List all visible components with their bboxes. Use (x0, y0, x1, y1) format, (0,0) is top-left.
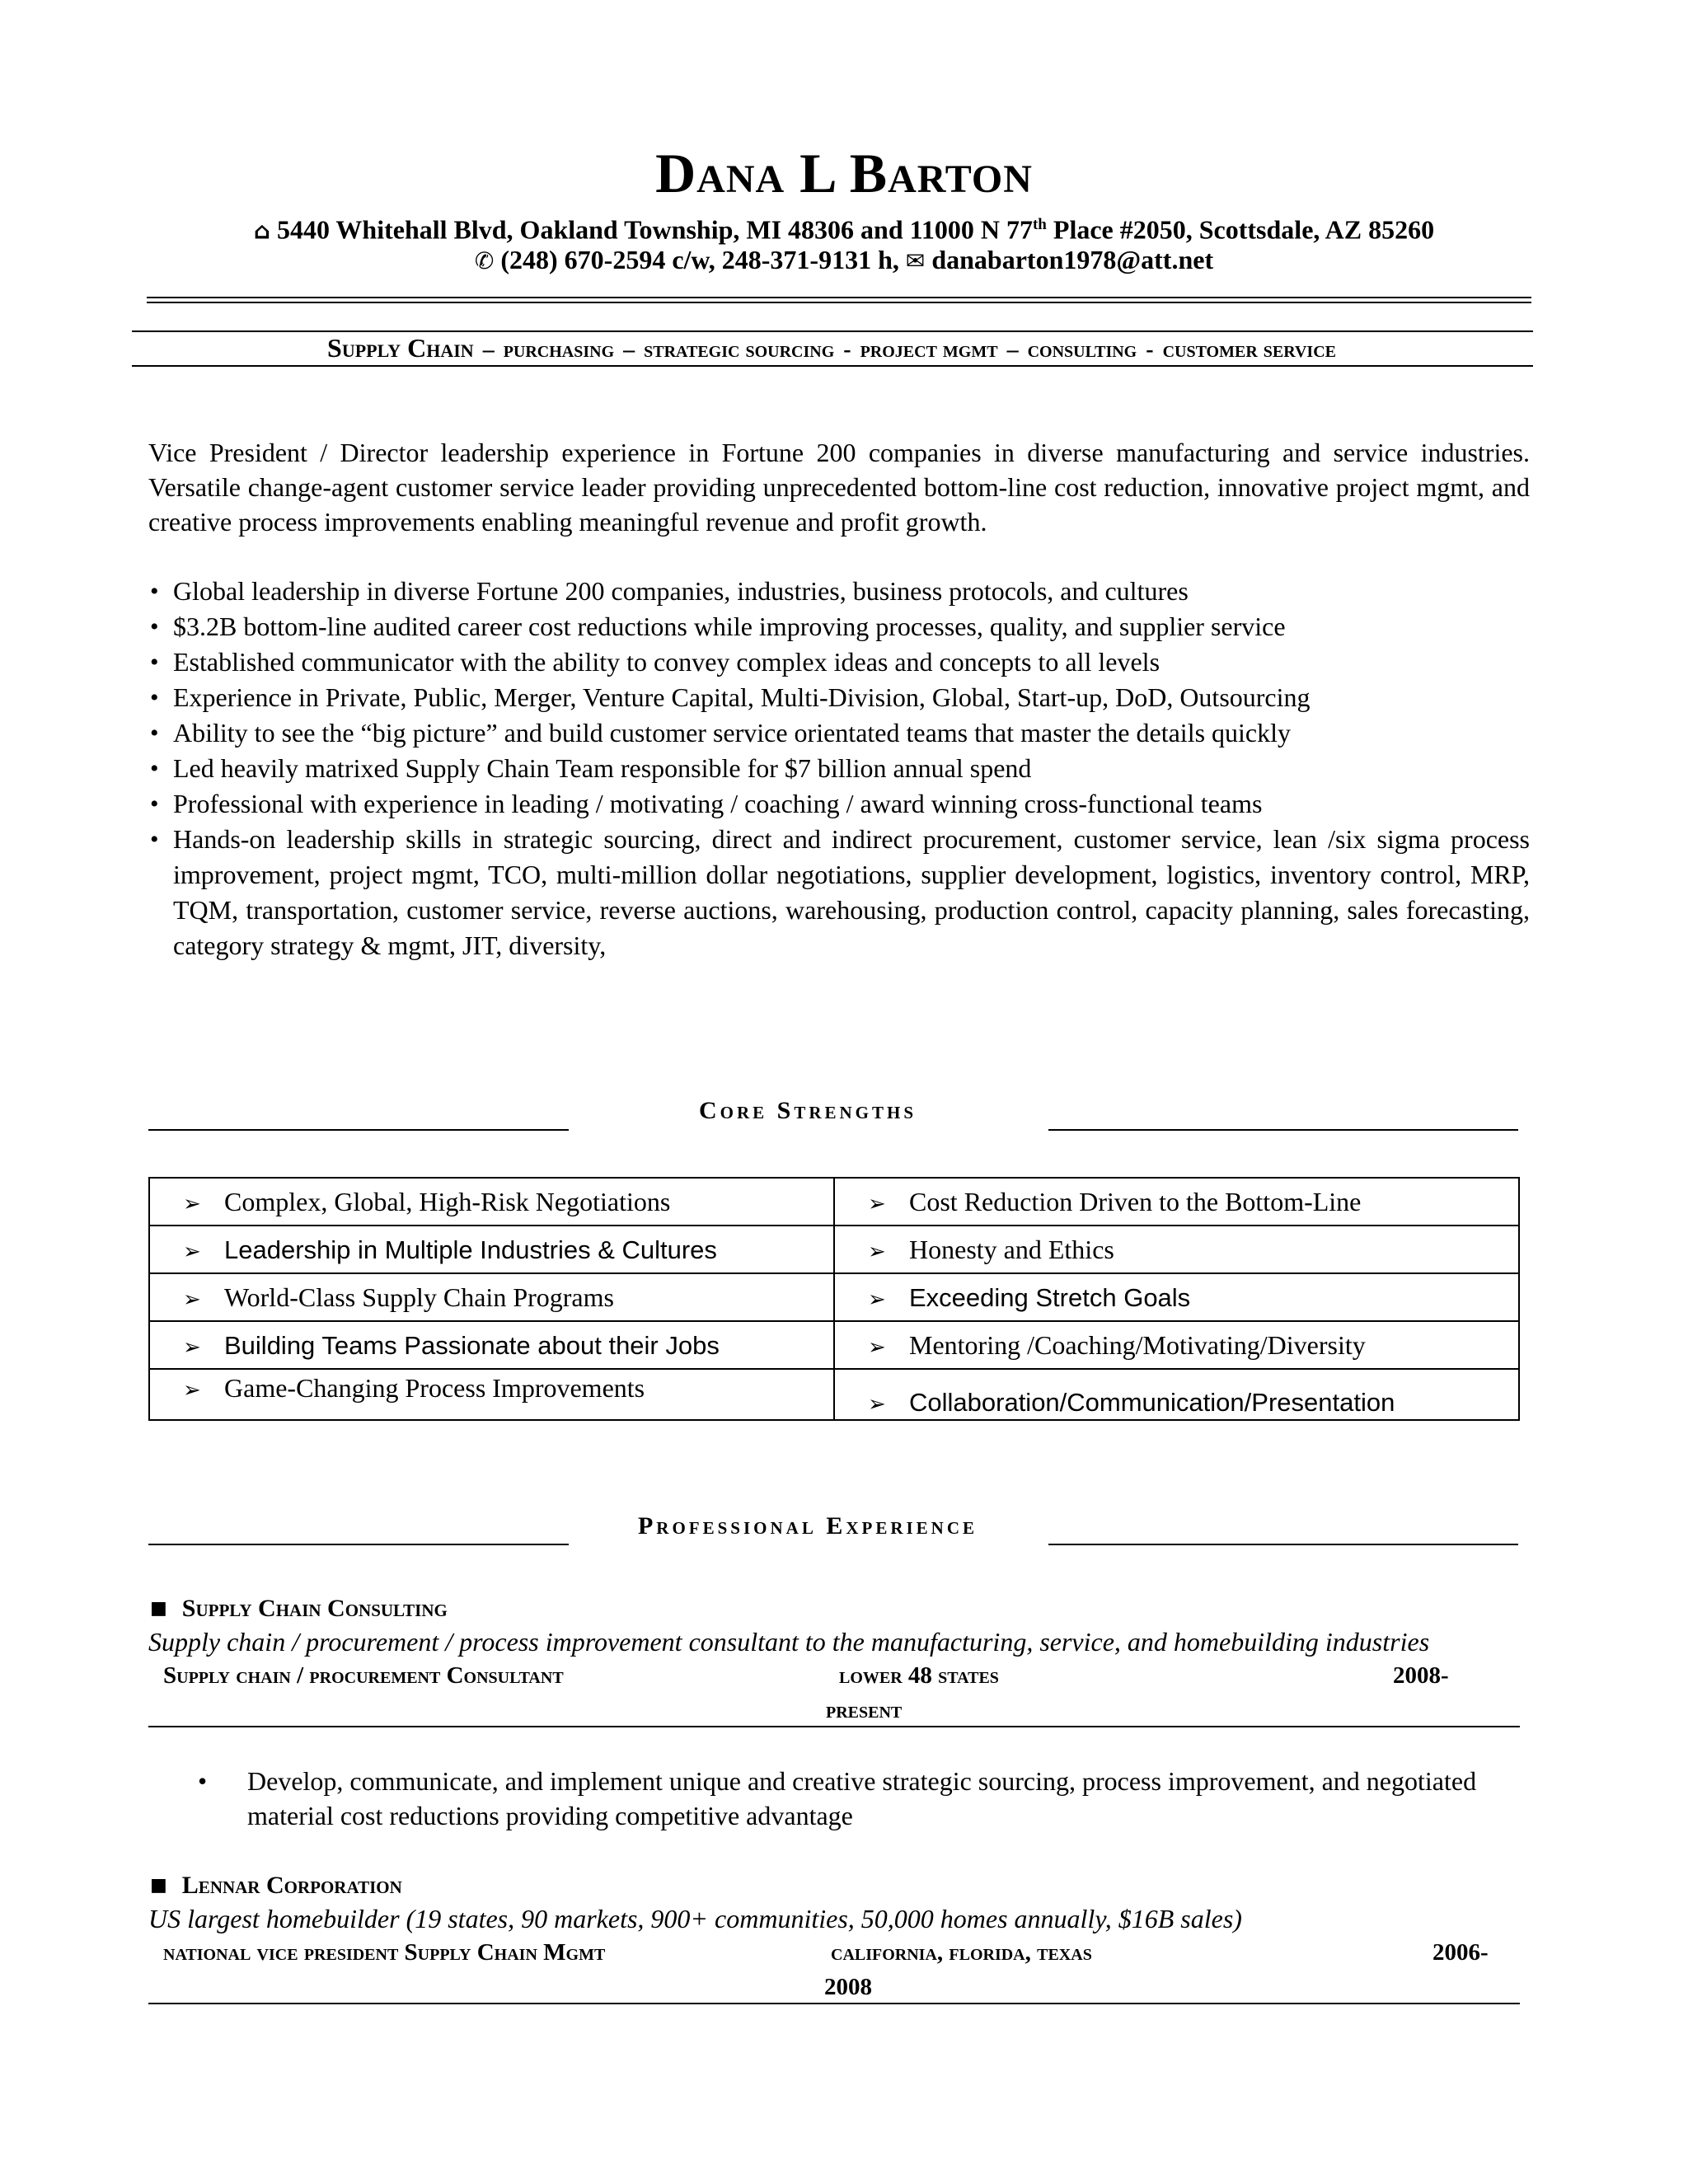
experience-rule-left (148, 1544, 569, 1545)
table-cell: ➢ Exceeding Stretch Goals (834, 1273, 1519, 1321)
email-address[interactable]: danabarton1978@att.net (931, 245, 1214, 274)
specialty-5: consulting (1027, 337, 1137, 363)
list-item: • Global leadership in diverse Fortune 200 companies, industries, business protocols, and cultures (148, 574, 1530, 609)
bullet-icon: • (150, 649, 159, 676)
specialty-bar (132, 333, 1531, 365)
envelope-icon: ✉ (905, 247, 926, 274)
company-description: US largest homebuilder (19 states, 90 markets, 900+ communities, 50,000 homes annually, $16B sales) (148, 1904, 1242, 1933)
job-divider (148, 1726, 1520, 1727)
resume-name: Dana L Barton (655, 142, 1033, 204)
job-title: national vice president Supply Chain Mgmt (163, 1939, 606, 1966)
arrowhead-icon: ➢ (868, 1392, 886, 1417)
core-strengths-rule-left (148, 1129, 569, 1131)
specialty-3: strategic sourcing (644, 337, 835, 363)
core-strengths-heading: Core Strengths (698, 1097, 917, 1124)
table-row (149, 1273, 1519, 1321)
list-item: • Professional with experience in leading / motivating / coaching / award winning cross-functional teams (148, 786, 1530, 822)
list-item: • Experience in Private, Public, Merger, Venture Capital, Multi-Division, Global, Start-up, DoD, Outsourcing (148, 680, 1530, 715)
house-icon: ⌂ (253, 217, 270, 245)
core-strengths-rule-right (1048, 1129, 1518, 1131)
highlights-list (148, 574, 1530, 963)
square-bullet-icon: ■ (150, 1875, 167, 1896)
list-item: • Hands-on leadership skills in strategic sourcing, direct and indirect procurement, customer service, lean /six sigma process improvement, project mgmt, TCO, multi-million dollar negotiations, supplier development, logistics, inventory control, MRP, TQM, transportation, customer service, reverse auctions, warehousing, production control, capacity planning, sales forecasting, category strategy & mgmt, JIT, diversity, (148, 822, 1530, 963)
arrowhead-icon: ➢ (183, 1191, 201, 1216)
arrowhead-icon: ➢ (183, 1334, 201, 1360)
arrowhead-icon: ➢ (868, 1286, 886, 1312)
table-row (149, 1226, 1519, 1273)
bullet-icon: • (150, 755, 159, 782)
table-cell: ➢ Building Teams Passionate about their Jobs (149, 1321, 834, 1369)
table-cell: ➢ Complex, Global, High-Risk Negotiations (149, 1178, 834, 1226)
bullet-icon: • (198, 1766, 208, 1796)
job-dates-start: 2006- (1432, 1939, 1489, 1966)
specialty-rule-top (132, 330, 1533, 332)
header-divider-bottom (147, 302, 1531, 303)
address-text-end: Place #2050, Scottsdale, AZ 85260 (1046, 214, 1435, 245)
header-divider-top (147, 297, 1531, 298)
table-cell: ➢ Collaboration/Communication/Presentation (834, 1369, 1519, 1420)
job-location: lower 48 states (839, 1662, 999, 1689)
specialty-separator: – (482, 337, 495, 363)
table-row (149, 1178, 1519, 1226)
bullet-icon: • (150, 719, 159, 747)
specialty-separator: - (1146, 337, 1154, 363)
list-item: • Led heavily matrixed Supply Chain Team responsible for $7 billion annual spend (148, 751, 1530, 786)
phone-numbers: (248) 670-2594 c/w, 248-371-9131 h, (500, 245, 899, 274)
job-location: california, florida, texas (831, 1939, 1092, 1966)
address-line (0, 209, 1688, 248)
contact-line (0, 243, 1688, 278)
job-dates-end: 2008 (824, 1974, 872, 2000)
specialty-rule-bottom (132, 365, 1533, 367)
table-cell: ➢ Game-Changing Process Improvements (149, 1369, 834, 1420)
arrowhead-icon: ➢ (868, 1334, 886, 1360)
job-dates-end: present (826, 1697, 903, 1723)
bullet-icon: • (150, 826, 159, 853)
specialty-separator: - (843, 337, 851, 363)
experience-rule-right (1048, 1544, 1518, 1545)
arrowhead-icon: ➢ (183, 1378, 201, 1403)
table-cell: ➢ Mentoring /Coaching/Motivating/Diversity (834, 1321, 1519, 1369)
table-cell: ➢ Leadership in Multiple Industries & Cultures (149, 1226, 834, 1273)
list-item: • Ability to see the “big picture” and build customer service orientated teams that master the details quickly (148, 715, 1530, 751)
company-description: Supply chain / procurement / process improvement consultant to the manufacturing, service, and homebuilding industries (148, 1627, 1430, 1657)
job-dates-start: 2008- (1393, 1662, 1449, 1689)
square-bullet-icon: ■ (150, 1598, 167, 1619)
bullet-icon: • (150, 613, 159, 640)
list-item: • Develop, communicate, and implement unique and creative strategic sourcing, process improvement, and negotiated material cost reductions providing competitive advantage (198, 1764, 1517, 1833)
bullet-icon: • (150, 790, 159, 818)
specialty-4: project mgmt (860, 337, 998, 363)
bullet-icon: • (150, 578, 159, 605)
table-cell: ➢ Honesty and Ethics (834, 1226, 1519, 1273)
specialty-1: Supply Chain (327, 333, 474, 363)
table-cell: ➢ World-Class Supply Chain Programs (149, 1273, 834, 1321)
job-divider (148, 2003, 1520, 2004)
specialty-separator: – (1006, 337, 1019, 363)
company-name: ■ Lennar Corporation (150, 1872, 402, 1899)
company-name: ■ Supply Chain Consulting (150, 1595, 448, 1622)
experience-heading: Professional Experience (637, 1512, 978, 1540)
list-item: • $3.2B bottom-line audited career cost reductions while improving processes, quality, and supplier service (148, 609, 1530, 644)
arrowhead-icon: ➢ (868, 1239, 886, 1264)
core-strengths-table (148, 1177, 1520, 1421)
specialty-separator: – (623, 337, 635, 363)
arrowhead-icon: ➢ (868, 1191, 886, 1216)
arrowhead-icon: ➢ (183, 1239, 201, 1264)
job-title: Supply chain / procurement Consultant (163, 1662, 564, 1689)
table-row (149, 1321, 1519, 1369)
address-text: 5440 Whitehall Blvd, Oakland Township, MI 48306 and 11000 N 77 (276, 214, 1033, 245)
table-cell: ➢ Cost Reduction Driven to the Bottom-Line (834, 1178, 1519, 1226)
address-superscript: th (1032, 216, 1047, 233)
phone-icon: ✆ (474, 247, 495, 274)
specialty-6: customer service (1162, 337, 1336, 363)
list-item: • Established communicator with the ability to convey complex ideas and concepts to all levels (148, 644, 1530, 680)
specialty-2: purchasing (503, 337, 615, 363)
arrowhead-icon: ➢ (183, 1286, 201, 1312)
summary-paragraph: Vice President / Director leadership experience in Fortune 200 companies in diverse manufacturing and service industries. Versatile change-agent customer service leader providing unprecedented bottom-line cost reduction, innovative project mgmt, and creative process improvements enabling meaningful revenue and profit growth. (148, 438, 1530, 537)
table-row (149, 1369, 1519, 1420)
bullet-icon: • (150, 684, 159, 711)
